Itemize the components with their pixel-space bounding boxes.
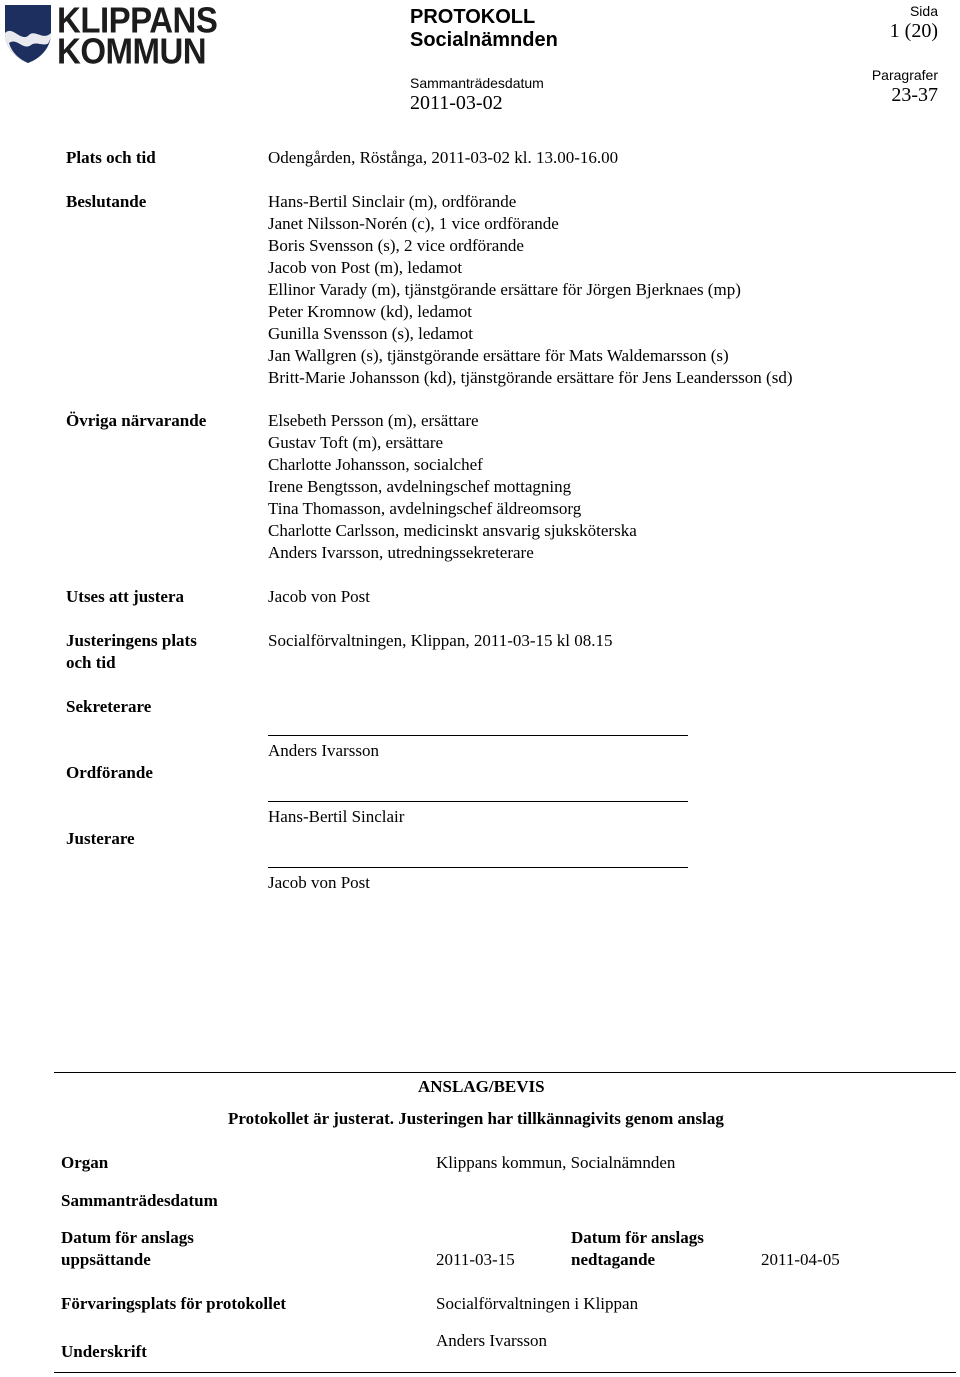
deciding-member: Janet Nilsson-Norén (c), 1 vice ordförande (268, 214, 559, 233)
committee-name: Socialnämnden (410, 29, 558, 51)
secretary-name: Anders Ivarsson (268, 741, 379, 760)
secretary-signature-line (268, 735, 688, 736)
other-attendee: Charlotte Carlsson, medicinskt ansvarig sjuksköterska (268, 521, 637, 540)
other-attendee: Elsebeth Persson (m), ersättare (268, 411, 479, 430)
deciding-member: Ellinor Varady (m), tjänstgörande ersättare för Jörgen Bjerknaes (mp) (268, 280, 741, 299)
adjuster-signature-line (268, 867, 688, 868)
page-number: 1 (20) (889, 20, 938, 42)
logo-text-line2: KOMMUN (57, 30, 207, 72)
document-title: PROTOKOLL (410, 6, 536, 28)
removed-label-2: nedtagande (571, 1250, 656, 1269)
other-attendee: Gustav Toft (m), ersättare (268, 433, 444, 452)
paragraphs-label: Paragrafer (871, 67, 938, 83)
secretary-label: Sekreterare (66, 697, 152, 716)
page-label: Sida (909, 3, 938, 19)
adjust-value: Jacob von Post (268, 587, 370, 606)
others-list (268, 410, 637, 564)
signature-name: Anders Ivarsson (436, 1331, 547, 1350)
meeting-date: 2011-03-02 (410, 92, 503, 114)
notice-subtitle: Protokollet är justerat. Justeringen har tillkännagivits genom anslag (228, 1109, 724, 1128)
adjust-place-label-2: och tid (66, 653, 116, 672)
other-attendee: Tina Thomasson, avdelningschef äldreomsorg (268, 499, 582, 518)
deciding-member: Hans-Bertil Sinclair (m), ordförande (268, 192, 517, 211)
chair-name: Hans-Bertil Sinclair (268, 807, 405, 826)
deciding-member: Boris Svensson (s), 2 vice ordförande (268, 236, 524, 255)
paragraphs-range: 23-37 (891, 84, 938, 106)
notice-bottom-rule (54, 1372, 956, 1373)
storage-label: Förvaringsplats för protokollet (61, 1294, 287, 1313)
adjuster-name: Jacob von Post (268, 873, 370, 892)
crest-icon (3, 3, 53, 65)
deciding-member: Peter Kromnow (kd), ledamot (268, 302, 472, 321)
posted-label: Datum för anslags (61, 1228, 194, 1247)
deciding-list (268, 191, 793, 389)
other-attendee: Anders Ivarsson, utredningssekreterare (268, 543, 534, 562)
notice-title: ANSLAG/BEVIS (418, 1077, 545, 1096)
organ-value: Klippans kommun, Socialnämnden (436, 1153, 676, 1172)
deciding-member: Gunilla Svensson (s), ledamot (268, 324, 473, 343)
storage-value: Socialförvaltningen i Klippan (436, 1294, 639, 1313)
removed-label: Datum för anslags (571, 1228, 704, 1247)
adjust-place-value: Socialförvaltningen, Klippan, 2011-03-15 kl 08.15 (268, 631, 613, 650)
chair-signature-line (268, 801, 688, 802)
meeting-date-label: Sammanträdesdatum (410, 75, 544, 91)
posted-label-2: uppsättande (61, 1250, 151, 1269)
adjuster-label: Justerare (66, 829, 135, 848)
other-attendee: Irene Bengtsson, avdelningschef mottagning (268, 477, 572, 496)
chair-label: Ordförande (66, 763, 153, 782)
organ-label: Organ (61, 1153, 109, 1172)
removed-date: 2011-04-05 (761, 1250, 840, 1269)
signature-label: Underskrift (61, 1342, 147, 1361)
notice-meeting-date-label: Sammanträdesdatum (61, 1191, 218, 1210)
place-value: Odengården, Röstånga, 2011-03-02 kl. 13.00-16.00 (268, 148, 619, 167)
deciding-member: Britt-Marie Johansson (kd), tjänstgörande ersättare för Jens Leandersson (sd) (268, 368, 793, 387)
klippan-logo (3, 0, 218, 72)
deciding-member: Jacob von Post (m), ledamot (268, 258, 463, 277)
logo-text-line1: KLIPPANS (57, 0, 218, 41)
deciding-member: Jan Wallgren (s), tjänstgörande ersättare för Mats Waldemarsson (s) (268, 346, 729, 365)
deciding-label: Beslutande (66, 192, 147, 211)
others-label: Övriga närvarande (66, 411, 207, 430)
place-label: Plats och tid (66, 148, 156, 167)
notice-top-rule (54, 1072, 956, 1073)
adjust-label: Utses att justera (66, 587, 185, 606)
posted-date: 2011-03-15 (436, 1250, 515, 1269)
other-attendee: Charlotte Johansson, socialchef (268, 455, 483, 474)
adjust-place-label: Justeringens plats (66, 631, 197, 650)
